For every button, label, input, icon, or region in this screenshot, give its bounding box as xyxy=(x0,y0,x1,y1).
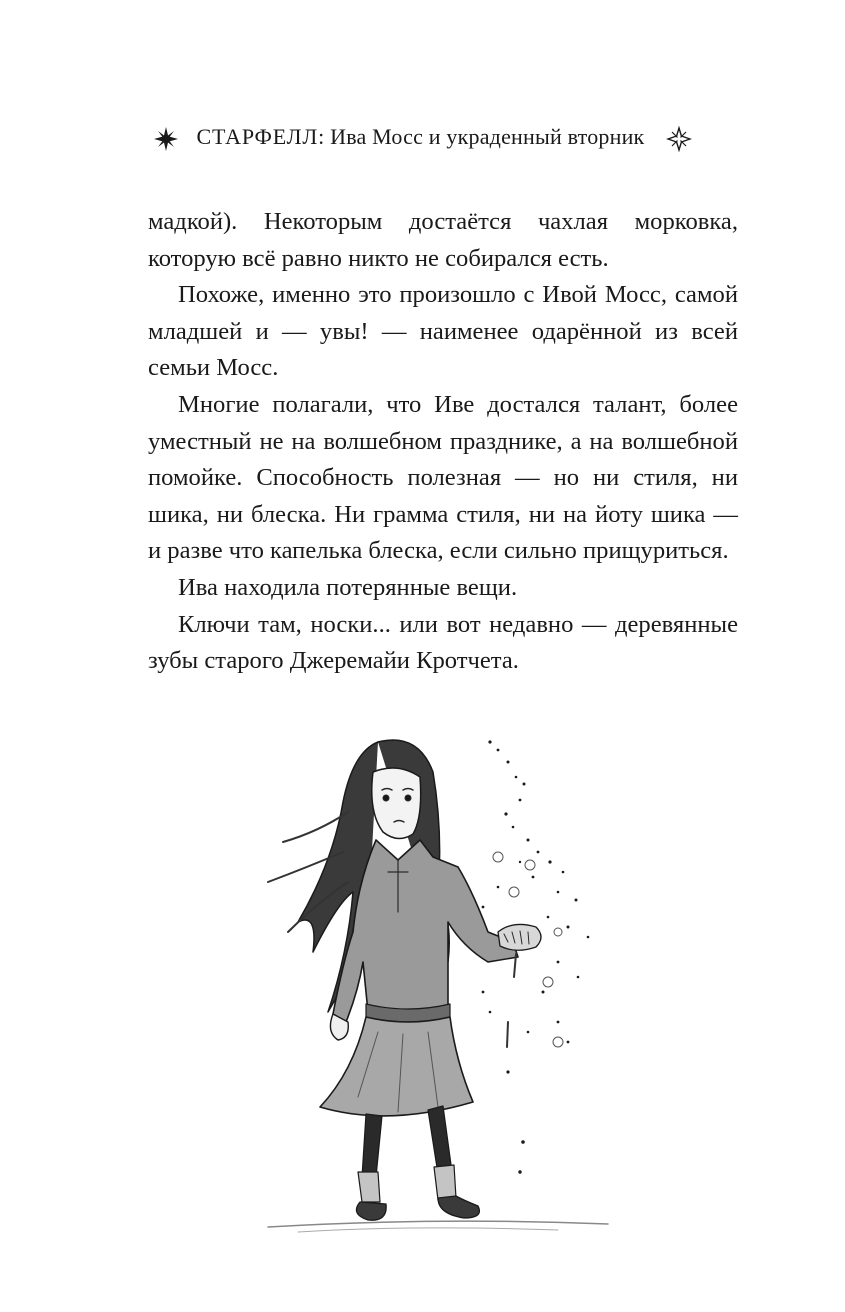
body-text xyxy=(148,204,738,680)
star-icon xyxy=(153,126,179,152)
header-separator: : xyxy=(318,124,325,149)
paragraph: Похоже, именно это произошло с Ивой Мосс, самой младшей и — увы! — наименее одарённой из всей семьи Мосс. xyxy=(148,281,738,382)
book-title: Ива Мосс и украденный вторник xyxy=(324,124,645,149)
star-outline-icon xyxy=(666,126,692,152)
girl-illustration xyxy=(258,722,618,1242)
paragraph: Многие полагали, что Иве достался талант, более уместный не на волшебном празднике, а на волшебной помойке. Способность полезная — но ни стиля, ни шика, ни блеска. Ни грамма стиля, ни на йоту шика — и разве что капелька блеска, если сильно прищуриться. xyxy=(148,390,738,565)
paragraph: Ключи там, носки... или вот недавно — деревянные зубы старого Джеремайи Кротчета. xyxy=(148,610,738,675)
running-header xyxy=(0,124,845,152)
paragraph: Ива находила потерянные вещи. xyxy=(178,573,518,601)
paragraph: мадкой). Некоторым достаётся чахлая морковка, которую всё равно никто не собирался есть. xyxy=(148,208,738,272)
series-name: СТАРФЕЛЛ xyxy=(196,124,319,149)
